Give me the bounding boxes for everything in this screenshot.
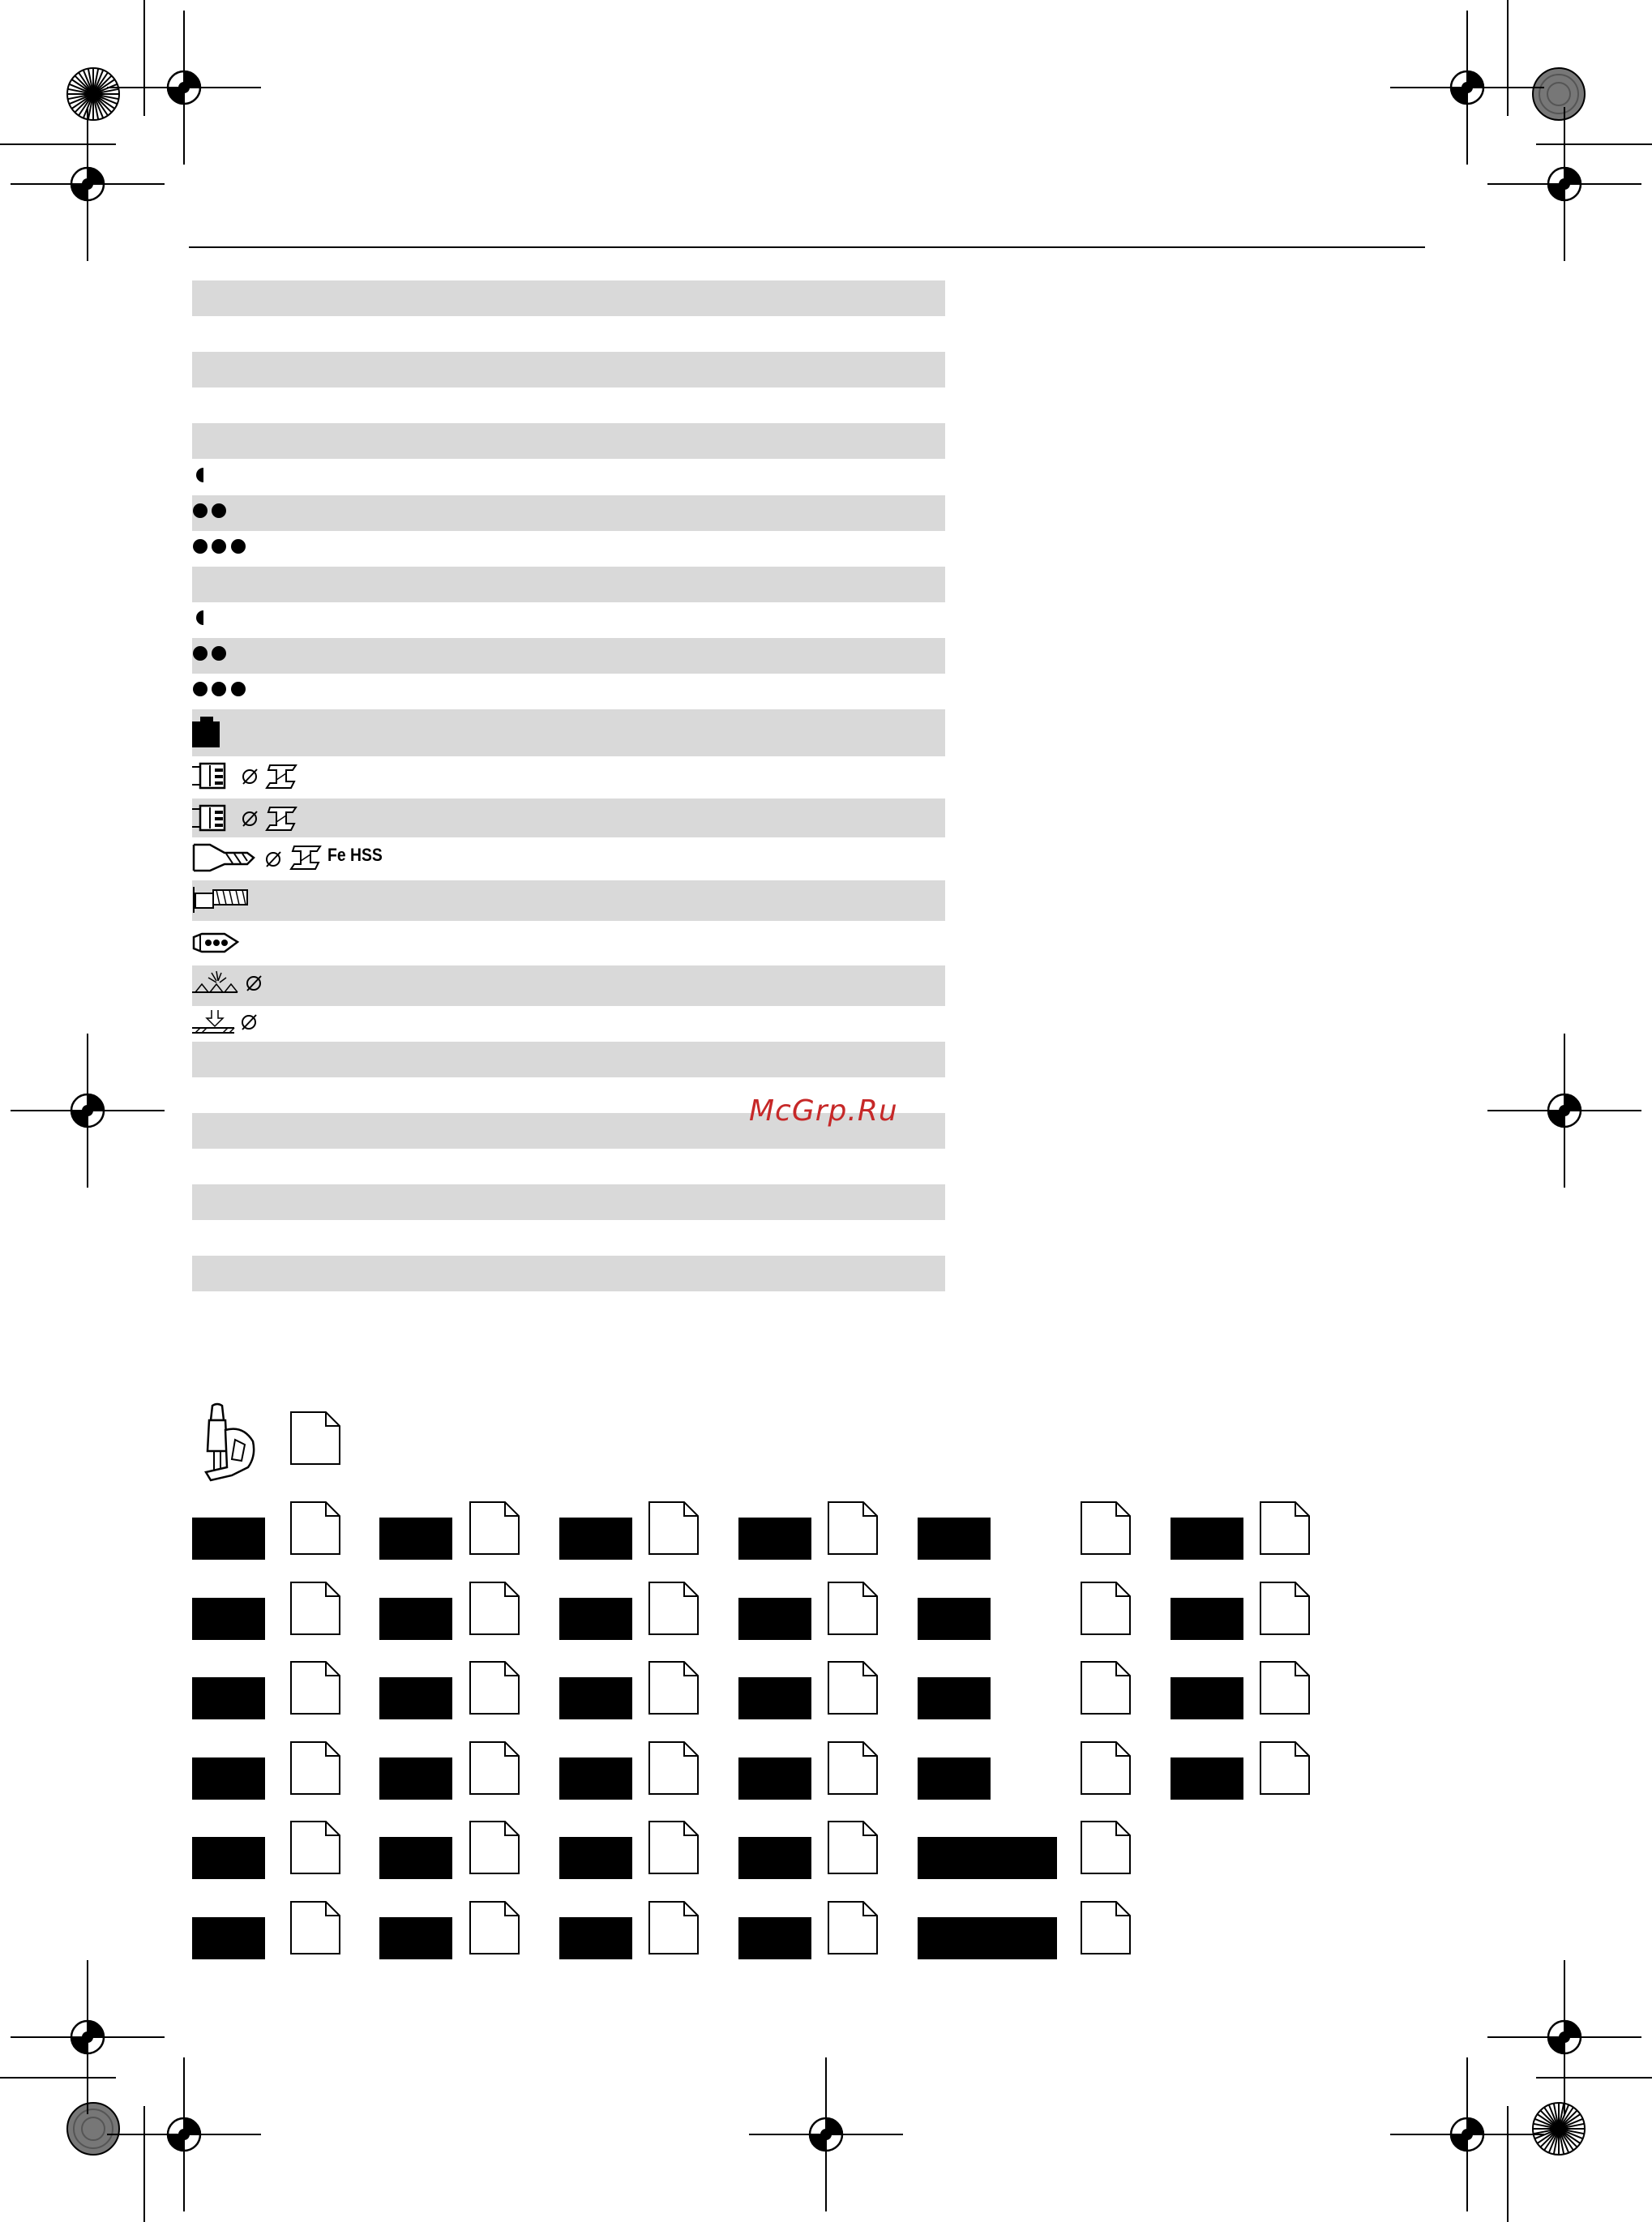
figure-label-bar bbox=[379, 1757, 452, 1800]
figure-label-bar bbox=[1171, 1518, 1243, 1560]
document-page-icon bbox=[1081, 1741, 1131, 1795]
figure-label-bar bbox=[559, 1757, 632, 1800]
document-page-icon bbox=[648, 1501, 699, 1555]
figure-label-bar bbox=[918, 1757, 991, 1800]
figure-label-bar bbox=[559, 1677, 632, 1719]
document-page-icon bbox=[648, 1741, 699, 1795]
three-dot-icon bbox=[192, 681, 249, 697]
watermark: McGrp.Ru bbox=[749, 1094, 898, 1128]
figure-label-bar bbox=[1171, 1757, 1243, 1800]
figure-label-bar bbox=[738, 1837, 811, 1879]
hss-drill-bit-icon bbox=[192, 843, 327, 874]
document-page-icon bbox=[469, 1821, 520, 1874]
document-page-icon bbox=[469, 1901, 520, 1954]
document-page-icon bbox=[290, 1661, 340, 1715]
table-row bbox=[192, 423, 945, 459]
document-page-icon bbox=[828, 1741, 878, 1795]
document-page-icon bbox=[469, 1501, 520, 1555]
document-page-icon bbox=[1081, 1582, 1131, 1635]
figure-label-bar bbox=[379, 1917, 452, 1959]
document-page-icon bbox=[828, 1821, 878, 1874]
figure-label-bar bbox=[379, 1837, 452, 1879]
table-row bbox=[192, 880, 945, 921]
table-row bbox=[192, 352, 945, 387]
table-row bbox=[192, 1256, 945, 1291]
figure-label-bar bbox=[192, 1677, 265, 1719]
figure-label-bar bbox=[192, 1837, 265, 1879]
figure-label-bar bbox=[738, 1518, 811, 1560]
figure-label-bar bbox=[379, 1518, 452, 1560]
drill-steel-diameter-icon bbox=[192, 762, 299, 791]
table-row bbox=[192, 1184, 945, 1220]
table-row bbox=[192, 709, 945, 756]
table-row bbox=[192, 965, 945, 1006]
drill-stand-icon bbox=[203, 1402, 261, 1483]
weld-diameter-icon bbox=[192, 1008, 262, 1036]
document-page-icon bbox=[828, 1901, 878, 1954]
document-page-icon bbox=[1260, 1741, 1310, 1795]
figure-label-bar bbox=[559, 1917, 632, 1959]
figure-label-bar bbox=[918, 1598, 991, 1640]
document-page-icon bbox=[648, 1821, 699, 1874]
figure-label-bar bbox=[918, 1837, 1057, 1879]
document-page-icon bbox=[828, 1582, 878, 1635]
figure-label-bar bbox=[738, 1677, 811, 1719]
figure-label-bar bbox=[192, 1598, 265, 1640]
drill-steel-diameter-icon bbox=[192, 804, 299, 833]
figure-label-bar bbox=[918, 1518, 991, 1560]
document-page-icon bbox=[469, 1741, 520, 1795]
figure-label-bar bbox=[192, 1518, 265, 1560]
one-dot-icon bbox=[192, 610, 205, 626]
document-page-icon bbox=[290, 1821, 340, 1874]
figure-label-bar bbox=[192, 1917, 265, 1959]
table-row bbox=[192, 495, 945, 531]
figure-label-bar bbox=[192, 1757, 265, 1800]
table-row bbox=[192, 567, 945, 602]
document-page-icon bbox=[1081, 1501, 1131, 1555]
document-page-icon bbox=[469, 1661, 520, 1715]
table-row bbox=[192, 638, 945, 674]
three-dot-icon bbox=[192, 538, 249, 554]
spot-weld-diameter-icon bbox=[192, 970, 265, 997]
figure-label-bar bbox=[918, 1917, 1057, 1959]
document-page-icon bbox=[290, 1741, 340, 1795]
figure-label-bar bbox=[379, 1677, 452, 1719]
spindle-thread-icon bbox=[192, 885, 250, 914]
document-page-icon bbox=[290, 1501, 340, 1555]
document-page-icon bbox=[648, 1582, 699, 1635]
figure-label-bar bbox=[559, 1518, 632, 1560]
document-page-icon bbox=[828, 1501, 878, 1555]
figure-label-bar bbox=[559, 1598, 632, 1640]
document-page-icon bbox=[290, 1901, 340, 1954]
figure-label-bar bbox=[1171, 1677, 1243, 1719]
table-row bbox=[192, 798, 945, 837]
weight-icon bbox=[192, 717, 221, 749]
two-dot-icon bbox=[192, 503, 229, 519]
document-page-icon bbox=[1081, 1901, 1131, 1954]
document-page-icon bbox=[1260, 1661, 1310, 1715]
figure-label-bar bbox=[738, 1917, 811, 1959]
table-row bbox=[192, 280, 945, 316]
document-page-icon bbox=[648, 1661, 699, 1715]
two-dot-icon bbox=[192, 645, 229, 661]
figure-label-bar bbox=[738, 1757, 811, 1800]
figure-label-bar bbox=[738, 1598, 811, 1640]
document-page-icon bbox=[1260, 1501, 1310, 1555]
document-page-icon bbox=[1081, 1821, 1131, 1874]
one-dot-icon bbox=[192, 467, 205, 483]
figure-label-bar bbox=[559, 1837, 632, 1879]
document-page-icon bbox=[469, 1582, 520, 1635]
document-page-icon bbox=[290, 1411, 340, 1465]
figure-label-bar bbox=[918, 1677, 991, 1719]
header-rule bbox=[189, 246, 1425, 248]
document-page-icon bbox=[648, 1901, 699, 1954]
document-page-icon bbox=[1260, 1582, 1310, 1635]
hss-label: Fe HSS bbox=[327, 845, 383, 865]
figure-label-bar bbox=[379, 1598, 452, 1640]
figure-label-bar bbox=[1171, 1598, 1243, 1640]
document-page-icon bbox=[828, 1661, 878, 1715]
drill-chuck-icon bbox=[192, 931, 242, 955]
table-row bbox=[192, 1042, 945, 1077]
document-page-icon bbox=[290, 1582, 340, 1635]
document-page-icon bbox=[1081, 1661, 1131, 1715]
